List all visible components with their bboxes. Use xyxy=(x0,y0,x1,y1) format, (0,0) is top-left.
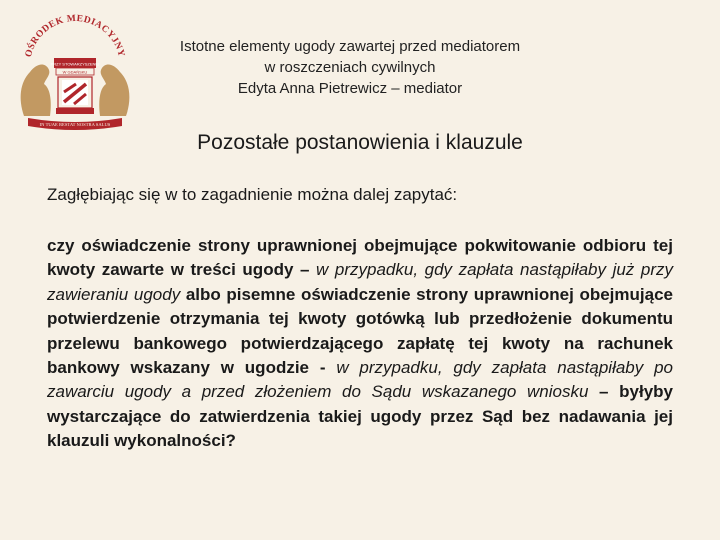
left-lion-icon xyxy=(21,65,51,116)
question-part-4: w przypadku, gdy zapłata nastąpiłaby po zawarciu ugody a przed złożeniem do Sądu wskazanego wniosku xyxy=(47,358,673,402)
header-line-3: Edyta Anna Pietrewicz – mediator xyxy=(237,80,463,97)
header-line-2: w roszczeniach cywilnych xyxy=(264,59,436,76)
right-lion-icon xyxy=(99,65,129,116)
svg-text:W GDAŃSKU: W GDAŃSKU xyxy=(62,69,88,75)
svg-text:IN TUAE RESTAT NOSTRA SALUS: IN TUAE RESTAT NOSTRA SALUS xyxy=(39,122,111,127)
question-part-3: albo pisemne oświadczenie strony uprawnionej obejmujące potwierdzenie otrzymania tej kwoty gotówką lub przedłożenie dokumentu przelewu bankowego potwierdzającego zapłatę tej kwoty na rachunek bankowy wskazany w ugodzie - xyxy=(47,284,673,378)
mediation-center-logo xyxy=(10,4,140,132)
header-line-1: Istotne elementy ugody zawartej przed mediatorem xyxy=(179,38,521,55)
svg-text:PRZY STOWARZYSZENIU: PRZY STOWARZYSZENIU xyxy=(50,61,100,67)
question-part-1: czy oświadczenie strony uprawnionej obejmujące pokwitowanie odbioru tej kwoty zawarte w treści ugody – xyxy=(47,236,673,280)
question-part-5: – byłyby wystarczające do zatwierdzenia takiej ugody przez Sąd bez nadawania jej klauzuli wykonalności? xyxy=(47,382,673,451)
intro-text: Zagłębiając się w to zagadnienie można dalej zapytać: xyxy=(47,185,458,204)
question-part-2: w przypadku, gdy zapłata nastąpiłaby już przy zawieraniu ugody xyxy=(47,260,673,304)
slide-header xyxy=(150,36,550,99)
shield-icon xyxy=(51,58,100,114)
svg-text:OŚRODEK MEDIACYJNY: OŚRODEK MEDIACYJNY xyxy=(23,13,127,59)
question-paragraph xyxy=(47,234,673,454)
slide-title: Pozostałe postanowienia i klauzule xyxy=(197,131,523,154)
